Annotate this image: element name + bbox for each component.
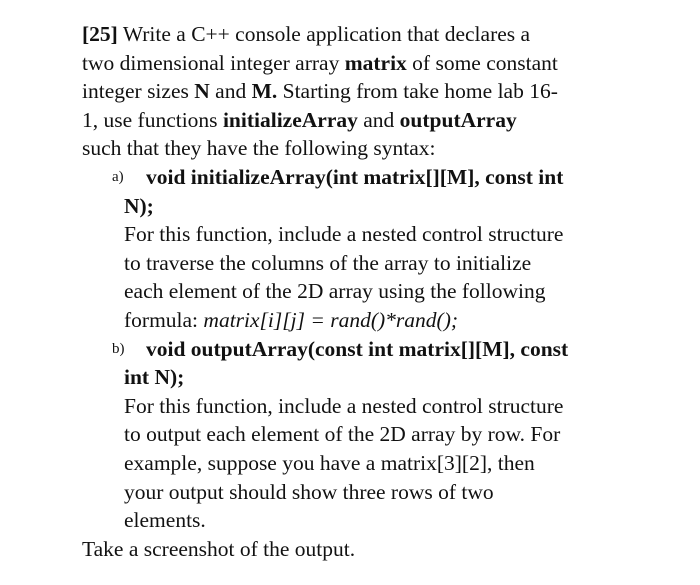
item-b-signature-2: int N); [124,365,185,390]
output-term: outputArray [399,107,517,132]
item-a-marker: a) [112,168,124,185]
item-a-body-4: formula: matrix[i][j] = rand()*rand(); [124,307,459,332]
formula: matrix[i][j] = rand()*rand(); [203,307,459,332]
item-b-body-5: elements. [124,508,206,533]
item-a-body-1: For this function, include a nested control structure [124,222,564,247]
footer-instruction: Take a screenshot of the output. [82,536,356,561]
item-b-body-3: example, suppose you have a matrix[3][2], then [124,450,535,475]
intro-line-4: 1, use functions initializeArray and outputArray [82,107,517,132]
item-b-signature-1: b) void outputArray(const int matrix[][M], const [82,335,622,364]
initialize-term: initializeArray [222,107,358,132]
n-term: N [194,79,210,104]
item-a-signature-2: N); [124,193,154,218]
item-b-marker: b) [112,340,125,357]
m-term: M. [251,79,278,104]
question-document [82,20,622,563]
item-b-body-1: For this function, include a nested control structure [124,393,564,418]
item-b-body-2: to output each element of the 2D array by row. For [124,422,561,447]
intro-line-2: two dimensional integer array matrix of some constant [82,50,558,75]
item-a-body-2: to traverse the columns of the array to initialize [124,250,532,275]
points-label: [25] [82,22,118,46]
item-b-body-4: your output should show three rows of two [124,479,494,504]
intro-line-1: [25] Write a C++ console application that declares a [82,22,531,46]
intro-line-3: integer sizes N and M. Starting from take home lab 16- [82,79,558,104]
matrix-term: matrix [344,50,407,75]
intro-line-5: such that they have the following syntax: [82,136,436,161]
item-a-signature-1: a) void initializeArray(int matrix[][M], const int [82,163,622,192]
item-a-body-3: each element of the 2D array using the following [124,279,546,304]
